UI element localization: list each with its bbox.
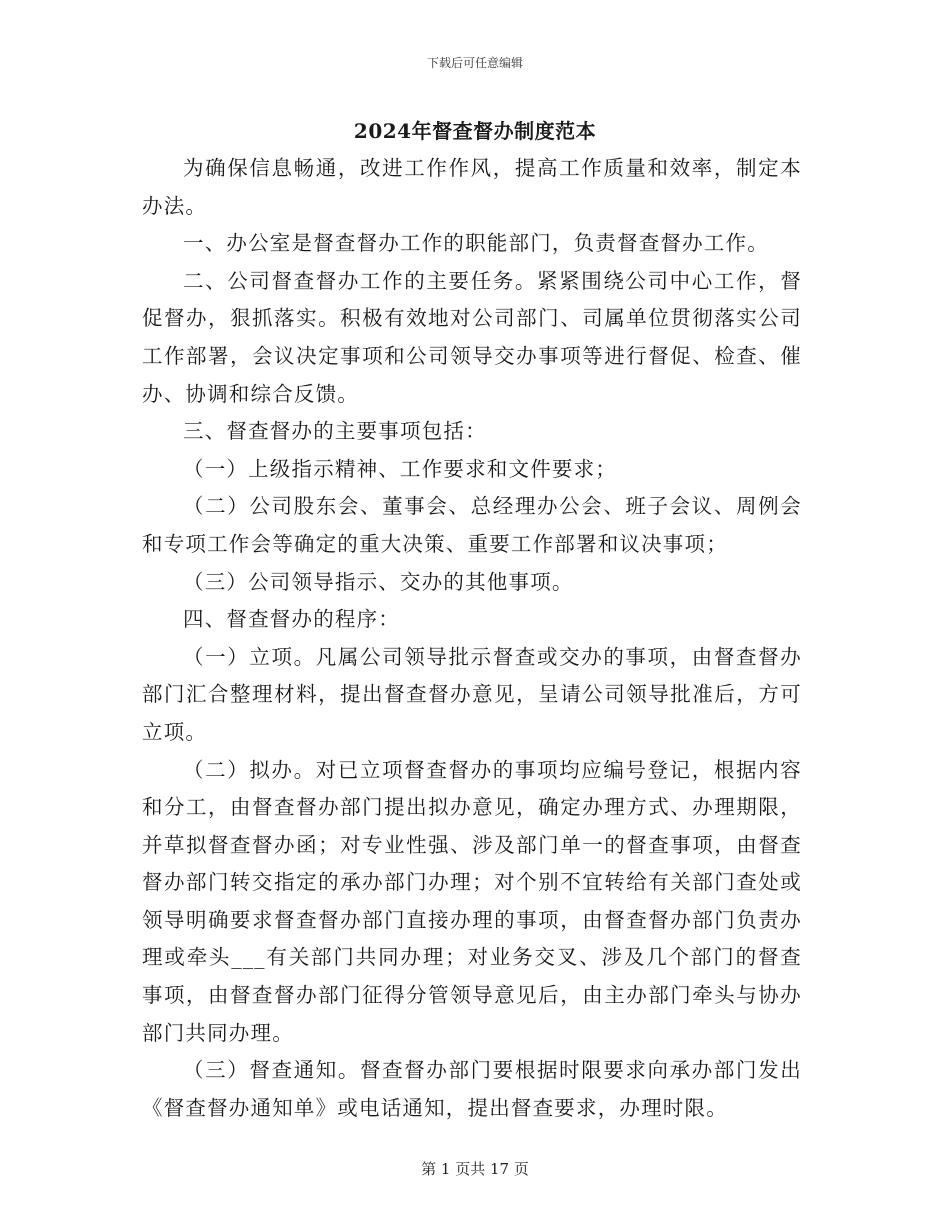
paragraph: （三）督查通知。督查督办部门要根据时限要求向承办部门发出《督查督办通知单》或电话通知，提出督查要求，办理时限。 [142, 1058, 802, 1120]
paragraph: 一、办公室是督查督办工作的职能部门，负责督查督办工作。 [183, 231, 769, 256]
paragraph: 二、公司督查督办工作的主要任务。紧紧围绕公司中心工作，督促督办，狠抓落实。积极有效地对公司部门、司属单位贯彻落实公司工作部署，会议决定事项和公司领导交办事项等进行督促、检查、催办、协调和综合反馈。 [142, 268, 802, 406]
paragraph: （二）公司股东会、董事会、总经理办公会、班子会议、周例会和专项工作会等确定的重大决策、重要工作部署和议决事项； [142, 494, 802, 556]
paragraph: （一）上级指示精神、工作要求和文件要求； [183, 456, 617, 481]
paragraph: （三）公司领导指示、交办的其他事项。 [183, 569, 574, 594]
document-body [142, 150, 802, 1127]
paragraph: （一）立项。凡属公司领导批示督查或交办的事项，由督查督办部门汇合整理材料，提出督查督办意见，呈请公司领导批准后，方可立项。 [142, 644, 802, 744]
paragraph: 为确保信息畅通，改进工作作风，提高工作质量和效率，制定本办法。 [142, 156, 802, 218]
paragraph: 三、督查督办的主要事项包括： [183, 419, 487, 444]
paragraph: （二）拟办。对已立项督查督办的事项均应编号登记，根据内容和分工，由督查督办部门提出拟办意见，确定办理方式、办理期限，并草拟督查督办函；对专业性强、涉及部门单一的督查事项，由督查督办部门转交指定的承办部门办理；对个别不宜转给有关部门查处或领导明确要求督查督办部门直接办理的事项，由督查督办部门负责办理或牵头___有关部门共同办理；对业务交叉、涉及几个部门的督查事项，由督查督办部门征得分管领导意见后，由主办部门牵头与协办部门共同办理。 [142, 757, 802, 1045]
paragraph: 四、督查督办的程序： [183, 607, 400, 632]
document-title: 2024年督查督办制度范本 [353, 119, 597, 143]
page-header: 下载后可任意编辑 [426, 56, 523, 70]
page-footer: 第 1 页共 17 页 [421, 1160, 529, 1178]
